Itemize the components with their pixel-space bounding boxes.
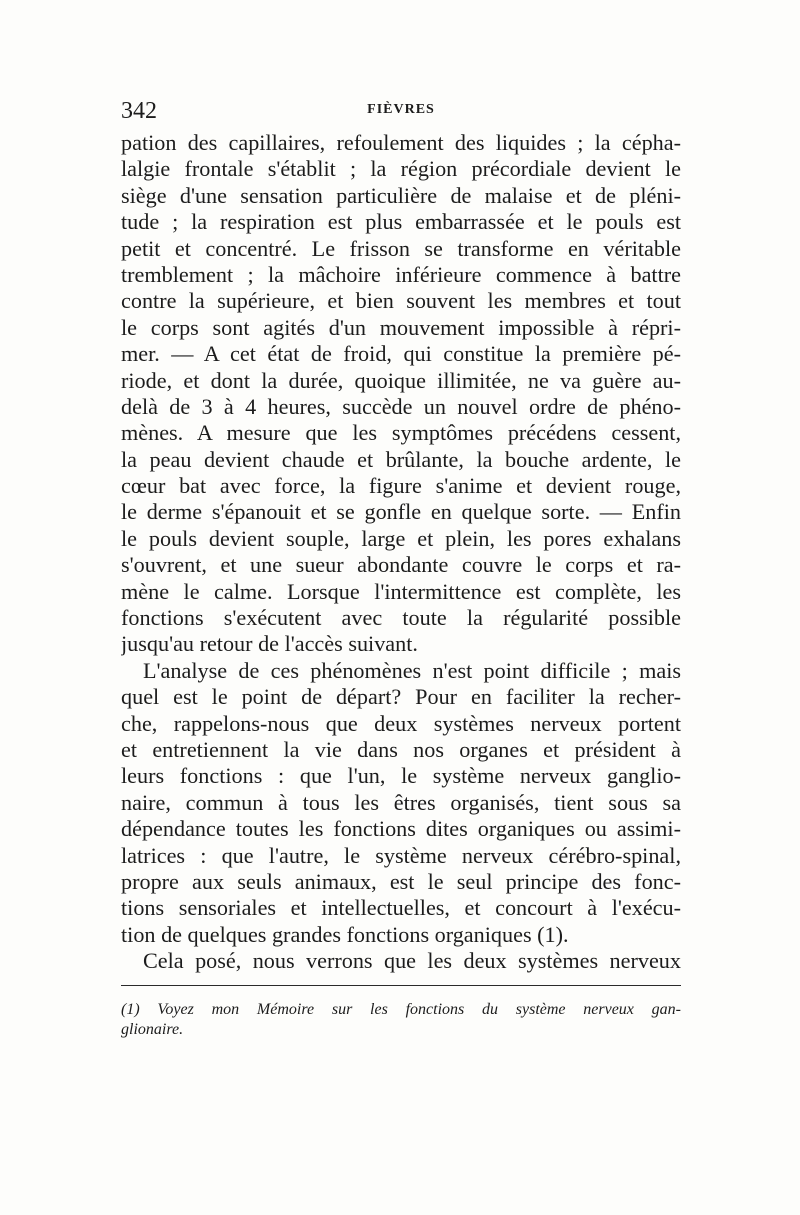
text-line: delà de 3 à 4 heures, succède un nouvel ordre de phéno- [121, 393, 681, 419]
text-line: fonctions s'exécutent avec toute la régularité possible [121, 605, 681, 631]
footnote-line: glionaire. [121, 1020, 184, 1038]
text-block [121, 96, 681, 1040]
text-line: s'ouvrent, et une sueur abondante couvre le corps et ra- [121, 552, 681, 578]
text-line: jusqu'au retour de l'accès suivant. [121, 631, 418, 657]
text-line: tude ; la respiration est plus embarrassée et le pouls est [121, 209, 681, 235]
text-line: tions sensoriales et intellectuelles, et concourt à l'exécu- [121, 895, 681, 921]
text-line: lalgie frontale s'établit ; la région précordiale devient le [121, 156, 681, 182]
text-line: le derme s'épanouit et se gonfle en quelque sorte. — Enfin [121, 499, 681, 525]
page-header [121, 96, 681, 130]
text-line: propre aux seuls animaux, est le seul principe des fonc- [121, 868, 681, 894]
text-line: leurs fonctions : que l'un, le système nerveux ganglio- [121, 763, 681, 789]
text-line: pation des capillaires, refoulement des liquides ; la cépha- [121, 130, 681, 155]
text-line: tion de quelques grandes fonctions organiques (1). [121, 921, 569, 947]
body-text [121, 130, 681, 975]
running-head: FIÈVRES [367, 102, 435, 117]
footnote-rule [121, 985, 681, 986]
text-line: petit et concentré. Le frisson se transforme en véritable [121, 235, 681, 261]
text-line: Cela posé, nous verrons que les deux systèmes nerveux [143, 948, 681, 974]
text-line: che, rappelons-nous que deux systèmes nerveux portent [121, 710, 681, 736]
text-line: mène le calme. Lorsque l'intermittence est complète, les [121, 578, 681, 604]
text-line: mer. — A cet état de froid, qui constitue la première pé- [121, 341, 681, 367]
text-line: naire, commun à tous les êtres organisés, tient sous sa [121, 789, 681, 815]
text-line: contre la supérieure, et bien souvent les membres et tout [121, 288, 681, 314]
text-line: le corps sont agités d'un mouvement impossible à répri- [121, 314, 681, 340]
text-line: tremblement ; la mâchoire inférieure commence à battre [121, 261, 681, 287]
text-line: latrices : que l'autre, le système nerveux cérébro-spinal, [121, 842, 681, 868]
text-line: quel est le point de départ? Pour en faciliter la recher- [121, 684, 681, 710]
text-line: et entretiennent la vie dans nos organes et président à [121, 736, 681, 762]
footnote [121, 1000, 681, 1040]
page-number: 342 [121, 98, 157, 124]
footnote-line: (1) Voyez mon Mémoire sur les fonctions du système nerveux gan- [121, 1000, 681, 1018]
text-line: le pouls devient souple, large et plein, les pores exhalans [121, 525, 681, 551]
text-line: mènes. A mesure que les symptômes précédens cessent, [121, 420, 681, 446]
text-line: siège d'une sensation particulière de malaise et de pléni- [121, 182, 681, 208]
text-line: la peau devient chaude et brûlante, la bouche ardente, le [121, 446, 681, 472]
text-line: cœur bat avec force, la figure s'anime et devient rouge, [121, 473, 681, 499]
text-line: dépendance toutes les fonctions dites organiques ou assimi- [121, 816, 681, 842]
text-line: L'analyse de ces phénomènes n'est point difficile ; mais [143, 657, 681, 683]
text-line: riode, et dont la durée, quoique illimitée, ne va guère au- [121, 367, 681, 393]
